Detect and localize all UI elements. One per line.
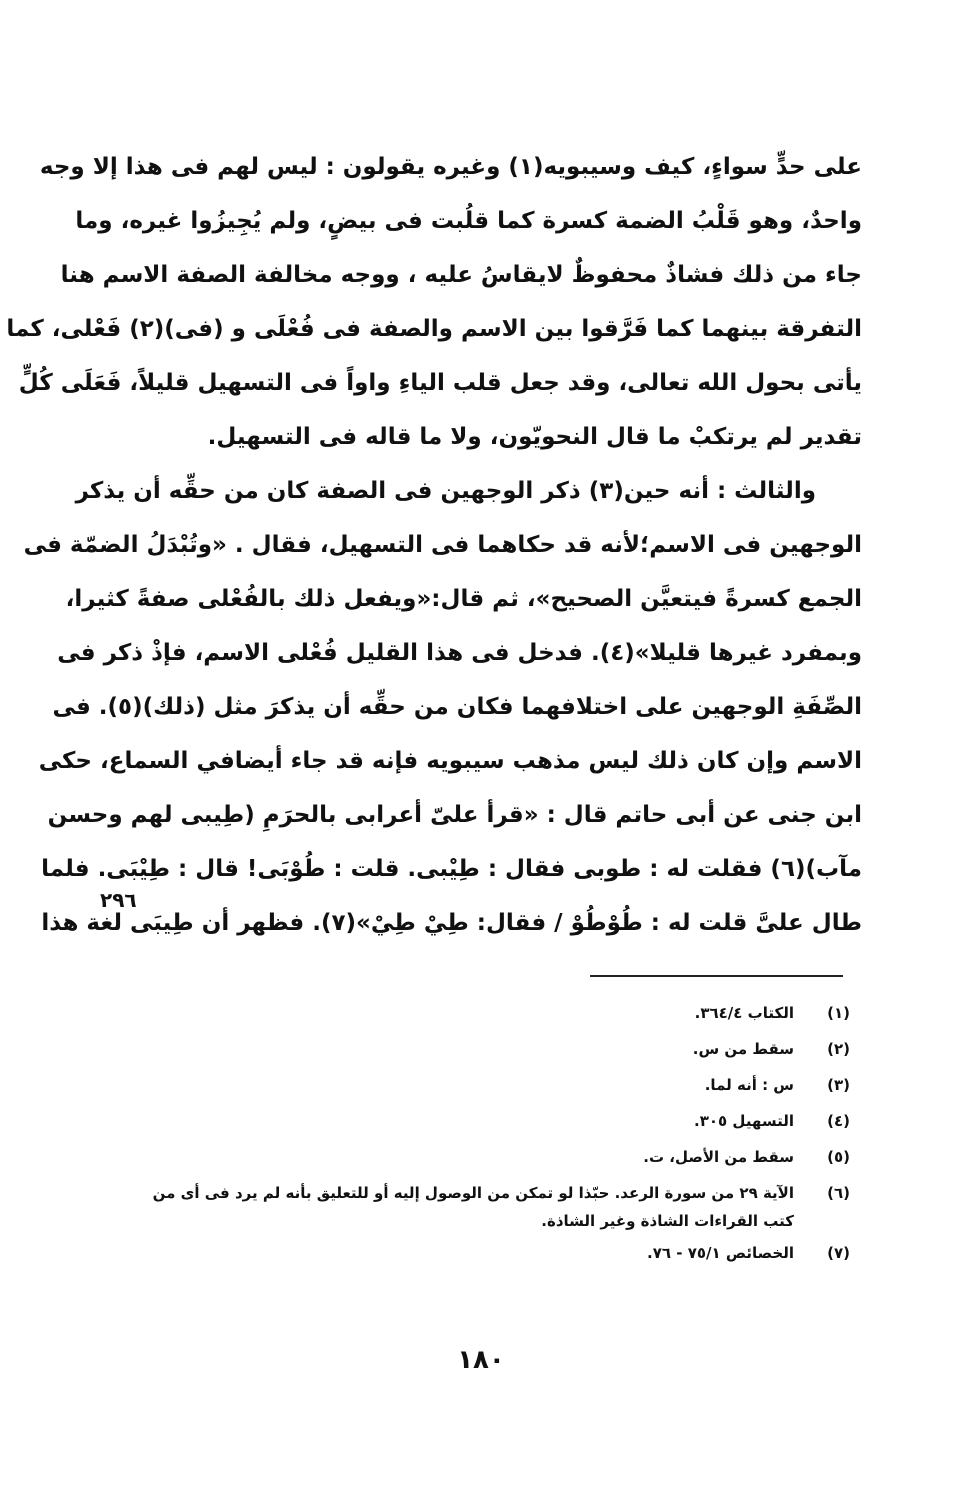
- text-line: يأتى بحول الله تعالى، وقد جعل قلب الياءِ واواً فى التسهيل قليلاً، فَعَلَى كُلٍّ: [18, 370, 862, 396]
- footnote: [150, 1139, 850, 1175]
- footnotes: [150, 995, 850, 1271]
- footnote-number: (٤): [827, 1112, 850, 1130]
- margin-page-reference: ٢٩٦: [100, 888, 137, 912]
- text-line: طال علىَّ قلت له : طُوْطُوْ / فقال: طِيْ طِيْ»(٧). فظهر أن طِيبَى لغة هذا: [41, 910, 862, 936]
- text-line: على حدٍّ سواءٍ، كيف وسيبويه(١) وغيره يقولون : ليس لهم فى هذا إلا وجه: [39, 154, 862, 180]
- footnote-text: سقط من س.: [692, 1040, 794, 1058]
- text-line: الاسم وإن كان ذلك ليس مذهب سيبويه فإنه قد جاء أيضافي السماع، حكى: [38, 748, 862, 774]
- footnote-number: (٦): [827, 1184, 850, 1202]
- text-line: جاء من ذلك فشاذٌ محفوظٌ لايقاسُ عليه ، ووجه مخالفة الصفة الاسم هنا: [60, 262, 862, 288]
- text-line: الصِّفَةِ الوجهين على اختلافهما فكان من حقِّه أن يذكرَ مثل (ذلك)(٥). فى: [52, 694, 862, 720]
- footnote-number: (١): [827, 1004, 850, 1022]
- text-line: وبمفرد غيرها قليلا»(٤). فدخل فى هذا القليل فُعْلى الاسم، فإذْ ذكر فى: [57, 640, 862, 666]
- footnote-text: الكتاب ٣٦٤/٤.: [694, 1004, 794, 1022]
- footnote-number: (٢): [827, 1040, 850, 1058]
- footnote: [150, 1235, 850, 1271]
- footnote-text: التسهيل ٣٠٥.: [694, 1112, 794, 1130]
- footnote: [150, 1103, 850, 1139]
- page-number: ١٨٠: [457, 1345, 505, 1375]
- text-line: الجمع كسرةً فيتعيَّن الصحيح»، ثم قال:«ويفعل ذلك بالفُعْلى صفةً كثيرا،: [65, 586, 862, 612]
- footnote: [150, 1031, 850, 1067]
- text-line: ابن جنى عن أبى حاتم قال : «قرأ علىّ أعرابى بالحرَمِ (طِيبى لهم وحسن: [47, 802, 862, 828]
- footnote-text: سقط من الأصل، ت.: [643, 1148, 794, 1166]
- text-line: الوجهين فى الاسم؛لأنه قد حكاهما فى التسهيل، فقال . «وتُبْدَلُ الضمّة فى: [23, 532, 862, 558]
- text-line: تقدير لم يرتكبْ ما قال النحويّون، ولا ما قاله فى التسهيل.: [207, 424, 862, 450]
- text-line: مآب)(٦) فقلت له : طوبى فقال : طِيْبى. قلت : طُوْبَى! قال : طِيْبَى. فلما: [41, 856, 862, 882]
- footnote-text: س : أنه لما.: [704, 1076, 794, 1094]
- footnote-text: الخصائص ٧٥/١ - ٧٦.: [647, 1244, 794, 1262]
- text-line: التفرقة بينهما كما فَرَّقوا بين الاسم والصفة فى فُعْلَى و (فى)(٢) فَعْلى، كما: [6, 316, 862, 342]
- text-line: والثالث : أنه حين(٣) ذكر الوجهين فى الصفة كان من حقِّه أن يذكر: [75, 478, 816, 504]
- text-line: واحدٌ، وهو قَلْبُ الضمة كسرة كما قلُبت فى بيضٍ، ولم يُجِيزُوا غيره، وما: [75, 208, 862, 234]
- footnote: [150, 995, 850, 1031]
- footnote-text: الآية ٢٩ من سورة الرعد. حبّذا لو تمكن من الوصول إليه أو للتعليق بأنه لم يرد فى أى من كتب القراءات الشاذة وغير الشاذة.: [152, 1184, 794, 1230]
- footnote: [150, 1175, 850, 1235]
- footnote-number: (٧): [827, 1244, 850, 1262]
- footnote-separator: [590, 975, 843, 977]
- footnote: [150, 1067, 850, 1103]
- footnote-number: (٥): [827, 1148, 850, 1166]
- footnote-number: (٣): [827, 1076, 850, 1094]
